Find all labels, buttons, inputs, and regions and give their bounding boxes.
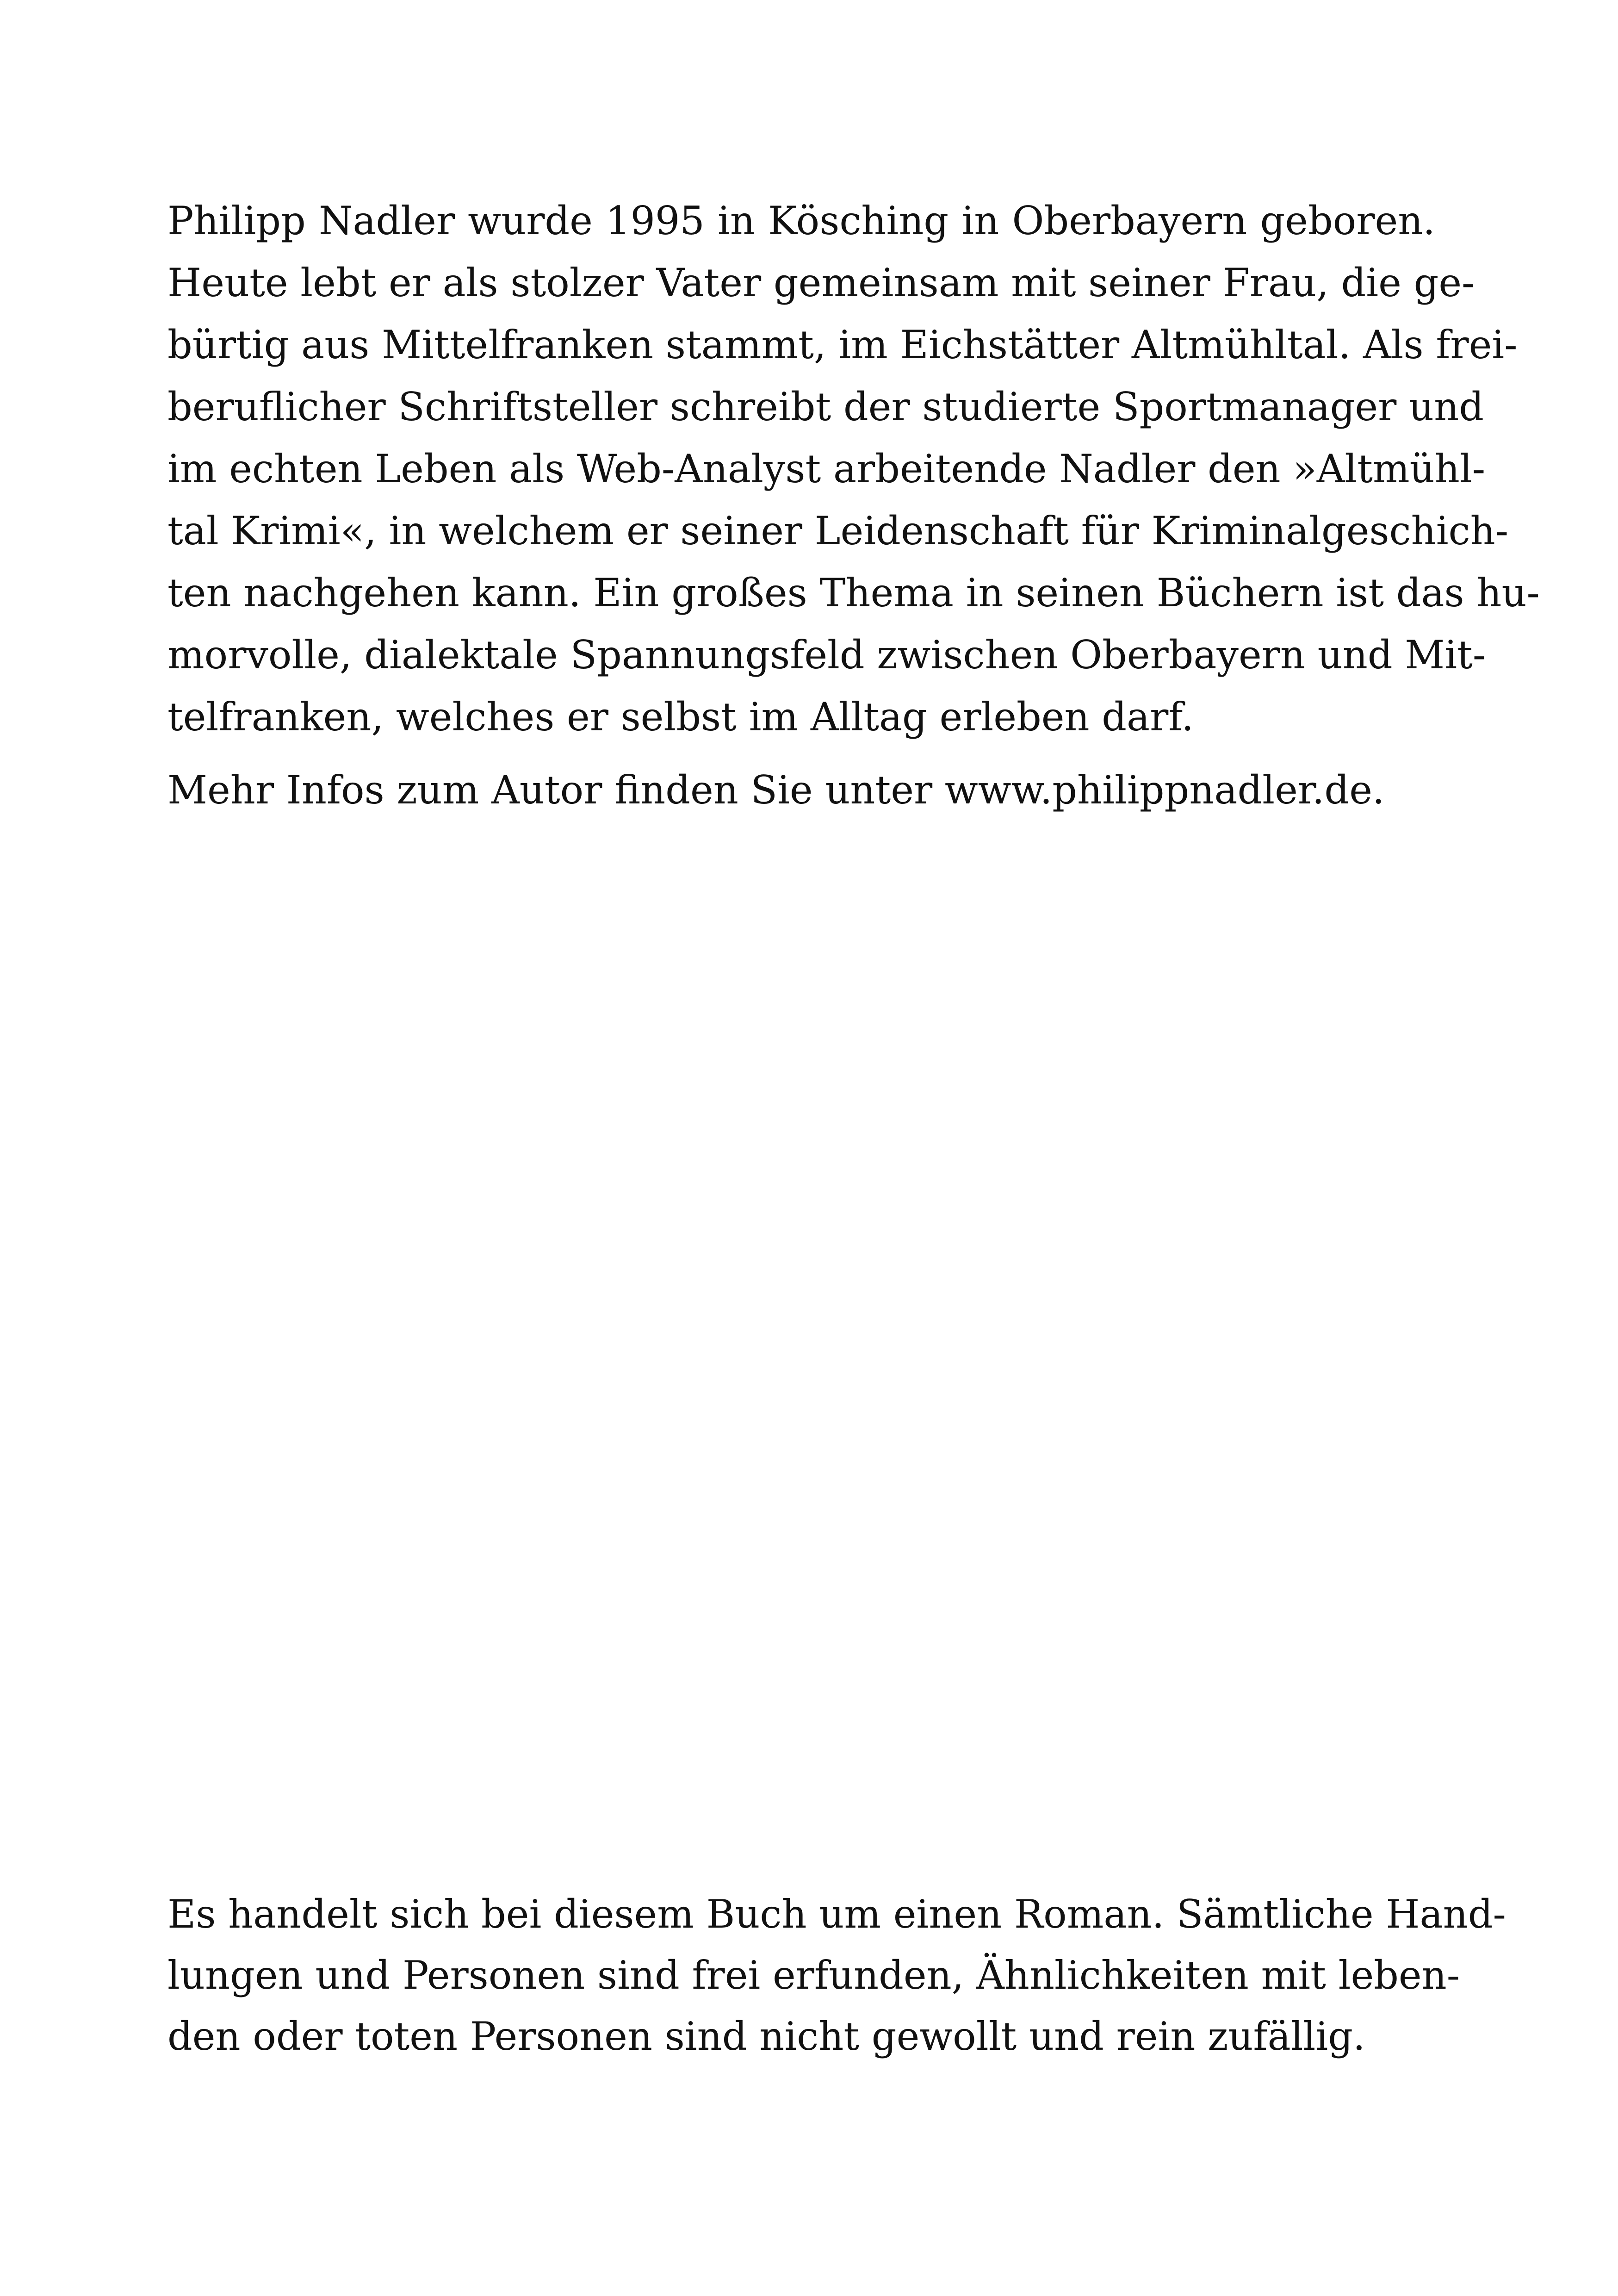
disclaimer-line: den oder toten Personen sind nicht gewollt und rein zufällig. [167, 2014, 1365, 2059]
disclaimer-line: Es handelt sich bei diesem Buch um einen Roman. Sämtliche Hand- [167, 1892, 1506, 1937]
bio-line: bürtig aus Mittelfranken stammt, im Eichstätter Altmühltal. Als frei- [167, 322, 1518, 367]
bio-line: Philipp Nadler wurde 1995 in Kösching in Oberbayern geboren. [167, 198, 1435, 243]
bio-line: ten nachgehen kann. Ein großes Thema in seinen Büchern ist das hu- [167, 570, 1540, 616]
more-info-paragraph [167, 759, 1435, 821]
bio-line: im echten Leben als Web-Analyst arbeitende Nadler den »Altmühl- [167, 446, 1486, 492]
author-bio-paragraph [167, 190, 1540, 748]
disclaimer-paragraph [167, 1884, 1506, 2067]
bio-line: beruflicher Schriftsteller schreibt der studierte Sportmanager und [167, 384, 1484, 429]
more-info-text: Mehr Infos zum Autor finden Sie unter www.philippnadler.de. [167, 767, 1385, 813]
disclaimer-line: lungen und Personen sind frei erfunden, Ähnlichkeiten mit leben- [167, 1953, 1460, 1998]
bio-line: morvolle, dialektale Spannungsfeld zwischen Oberbayern und Mit- [167, 632, 1486, 678]
bio-line: Heute lebt er als stolzer Vater gemeinsam mit seiner Frau, die ge- [167, 260, 1475, 305]
bio-line: tal Krimi«, in welchem er seiner Leidenschaft für Kriminalgeschich- [167, 508, 1509, 554]
bio-line: telfranken, welches er selbst im Alltag erleben darf. [167, 694, 1194, 740]
